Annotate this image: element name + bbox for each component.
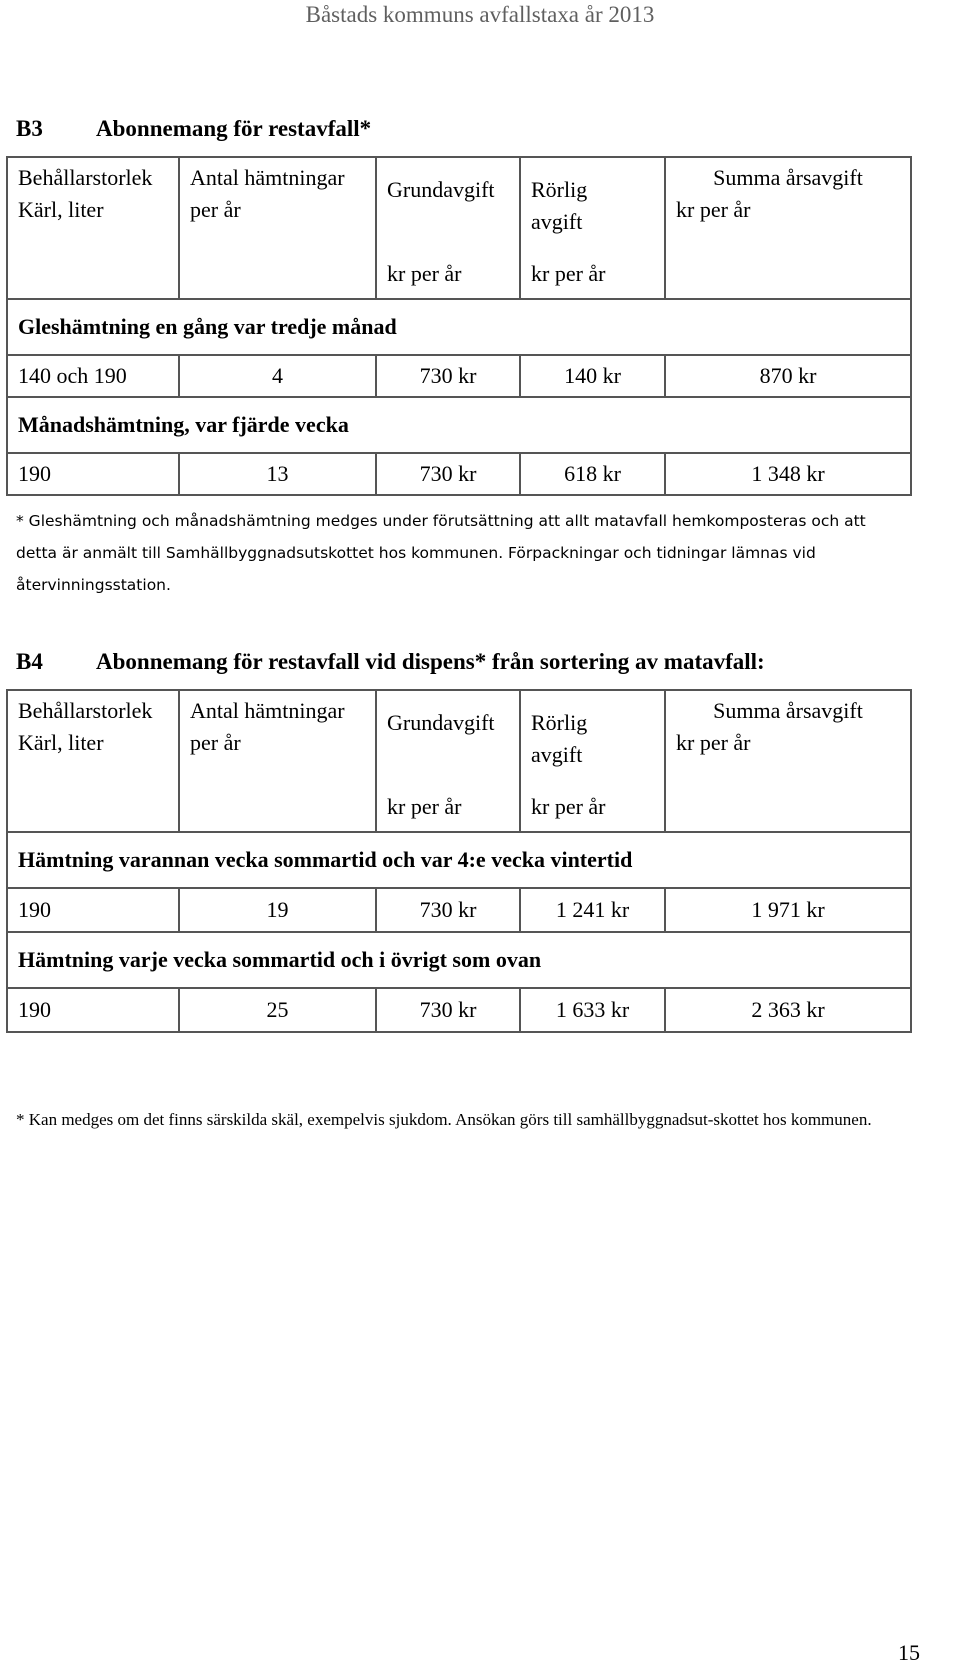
header-container-size <box>7 157 179 299</box>
cell-pickup-count: 4 <box>179 355 376 397</box>
cell-variable-fee: 618 kr <box>520 453 665 495</box>
running-header: Båstads kommuns avfallstaxa år 2013 <box>305 2 655 27</box>
header-text: Grundavgift <box>387 710 495 735</box>
table-header-row <box>7 157 911 299</box>
cell-annual-total: 1 971 kr <box>665 888 911 932</box>
footnote-b3: * Gleshämtning och månadshämtning medges under förutsättning att allt matavfall hemkomposteras och att detta är anmält till Samhällbyggnadsutskottet hos kommunen. Förpackningar och tidningar lämnas vid återvinningsstation. <box>16 512 866 594</box>
header-unit: kr per år <box>387 261 462 286</box>
section-code: B4 <box>16 649 43 674</box>
header-text: Summa årsavgift <box>713 165 863 190</box>
cell-container-size: 190 <box>7 988 179 1032</box>
cell-base-fee: 730 kr <box>376 988 520 1032</box>
footnote-b4: * Kan medges om det finns särskilda skäl, exempelvis sjukdom. Ansökan görs till samhällbyggnadsut-skottet hos kommunen. <box>16 1110 872 1129</box>
header-annual-total <box>665 690 911 832</box>
header-variable-fee <box>520 157 665 299</box>
cell-annual-total: 870 kr <box>665 355 911 397</box>
group-row <box>7 932 911 988</box>
cell-annual-total: 2 363 kr <box>665 988 911 1032</box>
page-number: 15 <box>898 1640 920 1665</box>
group-row <box>7 299 911 355</box>
cell-variable-fee: 140 kr <box>520 355 665 397</box>
cell-annual-total: 1 348 kr <box>665 453 911 495</box>
group-title: Månadshämtning, var fjärde vecka <box>7 397 911 453</box>
header-text: avgift <box>531 742 583 767</box>
cell-base-fee: 730 kr <box>376 888 520 932</box>
group-title: Gleshämtning en gång var tredje månad <box>7 299 911 355</box>
header-text: Summa årsavgift <box>713 698 863 723</box>
header-text: avgift <box>531 209 583 234</box>
header-text: Antal hämtningar <box>190 165 345 190</box>
fee-table-b3 <box>6 156 912 496</box>
table-row <box>7 888 911 932</box>
section-code: B3 <box>16 116 43 141</box>
header-text: kr per år <box>676 730 751 755</box>
cell-container-size: 140 och 190 <box>7 355 179 397</box>
cell-pickup-count: 19 <box>179 888 376 932</box>
header-text: Kärl, liter <box>18 730 104 755</box>
header-text: Kärl, liter <box>18 197 104 222</box>
section-title: Abonnemang för restavfall vid dispens* från sortering av matavfall: <box>96 649 765 674</box>
header-pickup-count <box>179 690 376 832</box>
table-row <box>7 988 911 1032</box>
group-title: Hämtning varannan vecka sommartid och var 4:e vecka vintertid <box>7 832 911 888</box>
header-variable-fee <box>520 690 665 832</box>
table-row <box>7 453 911 495</box>
header-text: Behållarstorlek <box>18 165 153 190</box>
header-unit: kr per år <box>531 261 606 286</box>
fee-table-b4 <box>6 689 912 1033</box>
cell-pickup-count: 13 <box>179 453 376 495</box>
header-text: kr per år <box>676 197 751 222</box>
section-b4-heading <box>16 649 765 675</box>
section-b3-heading <box>16 116 371 142</box>
header-unit: kr per år <box>531 794 606 819</box>
table-row <box>7 355 911 397</box>
header-text: per år <box>190 197 241 222</box>
table-header-row <box>7 690 911 832</box>
cell-pickup-count: 25 <box>179 988 376 1032</box>
header-text: Grundavgift <box>387 177 495 202</box>
section-title: Abonnemang för restavfall* <box>96 116 372 141</box>
header-text: Rörlig <box>531 710 588 735</box>
header-pickup-count <box>179 157 376 299</box>
group-row <box>7 397 911 453</box>
header-text: Behållarstorlek <box>18 698 153 723</box>
cell-container-size: 190 <box>7 888 179 932</box>
cell-container-size: 190 <box>7 453 179 495</box>
group-row <box>7 832 911 888</box>
cell-base-fee: 730 kr <box>376 453 520 495</box>
header-container-size <box>7 690 179 832</box>
cell-variable-fee: 1 633 kr <box>520 988 665 1032</box>
cell-base-fee: 730 kr <box>376 355 520 397</box>
group-title: Hämtning varje vecka sommartid och i övrigt som ovan <box>7 932 911 988</box>
header-text: Antal hämtningar <box>190 698 345 723</box>
header-annual-total <box>665 157 911 299</box>
header-base-fee <box>376 690 520 832</box>
header-base-fee <box>376 157 520 299</box>
header-unit: kr per år <box>387 794 462 819</box>
header-text: per år <box>190 730 241 755</box>
header-text: Rörlig <box>531 177 588 202</box>
cell-variable-fee: 1 241 kr <box>520 888 665 932</box>
